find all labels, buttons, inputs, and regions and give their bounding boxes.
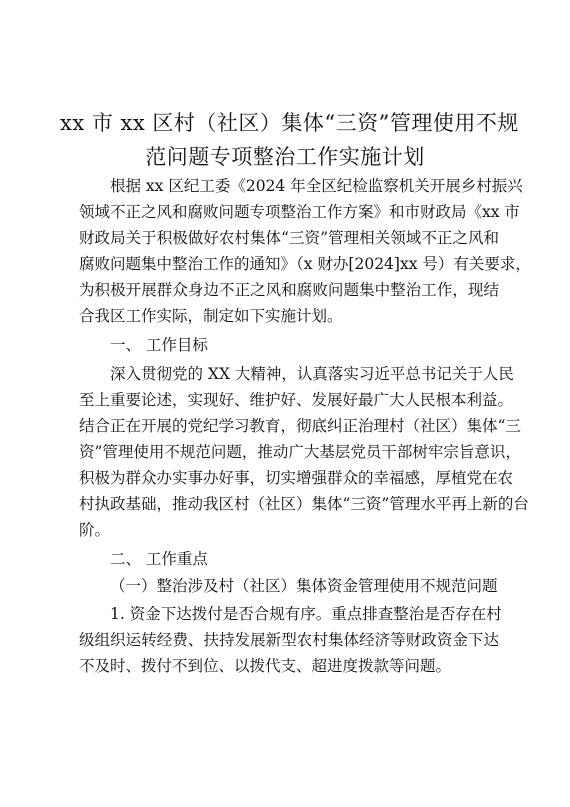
item-1-line: 1. 资金下达拨付是否合规有序。重点排查整治是否存在村: [110, 605, 502, 623]
intro-line: 领域不正之风和腐败问题专项整治工作方案》和市财政局《xx 市: [79, 203, 520, 221]
section-1-line: 资”管理使用不规范问题，推动广大基层党员干部树牢宗旨意识，: [79, 443, 521, 461]
section-1-line: 积极为群众办实事办好事，切实增强群众的幸福感，厚植党在农: [79, 469, 514, 487]
section-1-line: 阶。: [79, 521, 111, 539]
section-2-heading: 二、 工作重点: [110, 550, 208, 568]
section-1-line: 深入贯彻党的 XX 大精神，认真落实习近平总书记关于人民: [110, 365, 514, 383]
section-1-heading: 一、 工作目标: [110, 336, 208, 354]
intro-line: 为积极开展群众身边不正之风和腐败问题集中整治工作，现结: [79, 281, 499, 299]
intro-line: 腐败问题集中整治工作的通知》（x 财办[2024]xx 号）有关要求，: [79, 255, 531, 273]
section-1-line: 至上重要论述，实现好、维护好、发展好最广大人民根本利益。: [79, 391, 514, 409]
intro-line: 合我区工作实际，制定如下实施计划。: [79, 307, 343, 325]
intro-line: 根据 xx 区纪工委《2024 年全区纪检监察机关开展乡村振兴: [110, 177, 523, 195]
document-title-line-2: 范问题专项整治工作实施计划: [145, 145, 425, 169]
intro-line: 财政局关于积极做好农村集体“三资”管理相关领域不正之风和: [79, 229, 499, 247]
document-title-line-1: xx 市 xx 区村（社区）集体“三资”管理使用不规: [60, 111, 519, 135]
section-1-line: 村执政基础，推动我区村（社区）集体“三资”管理水平再上新的台: [79, 495, 529, 513]
item-1-line: 不及时、拨付不到位、以拨代支、超进度拨款等问题。: [79, 657, 452, 675]
item-1-line: 级组织运转经费、扶持发展新型农村集体经济等财政资金下达: [79, 631, 499, 649]
section-1-line: 结合正在开展的党纪学习教育，彻底纠正治理村（社区）集体“三: [79, 417, 521, 435]
subsection-1-heading: （一）整治涉及村（社区）集体资金管理使用不规范问题: [110, 577, 498, 595]
